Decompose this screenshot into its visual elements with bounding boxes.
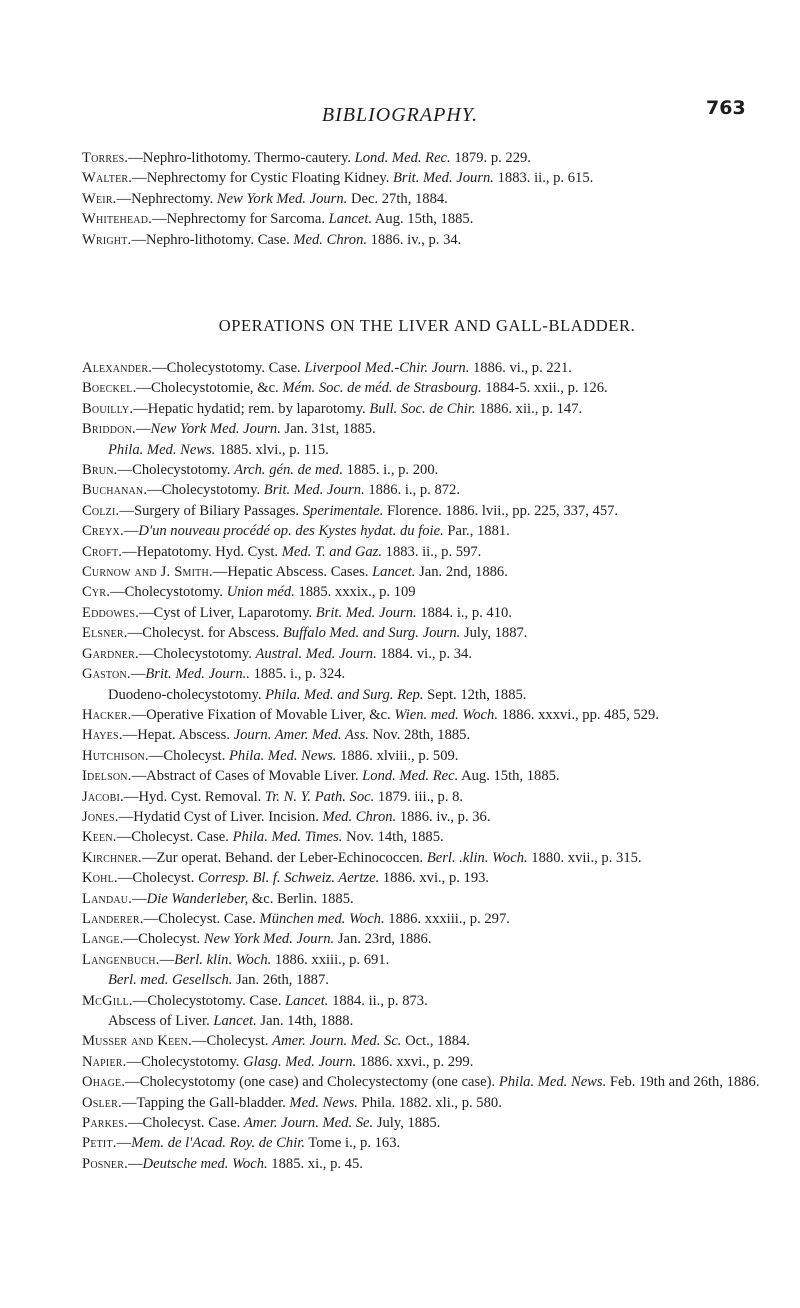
reference-entry xyxy=(82,827,772,847)
reference-text: —Cholecystotomy. xyxy=(117,462,235,479)
citation-detail: Dec. 27th, 1884. xyxy=(347,190,448,207)
reference-entry xyxy=(82,358,772,378)
citation-detail: Jan. 26th, 1887. xyxy=(232,972,329,989)
journal-title: Berl. .klin. Woch. xyxy=(426,849,528,866)
author-name: Kohl. xyxy=(82,870,118,887)
citation-detail: 1886. xlviii., p. 509. xyxy=(336,747,459,764)
author-name: Petit. xyxy=(82,1135,117,1152)
reference-text: —Nephrectomy. xyxy=(116,190,217,207)
reference-text: —Abstract of Cases of Movable Liver. xyxy=(131,768,363,785)
citation-detail: Aug. 15th, 1885. xyxy=(458,768,560,785)
journal-title: Arch. gén. de med. xyxy=(234,462,343,479)
reference-text: —Hepatic Abscess. Cases. xyxy=(212,564,373,581)
reference-entry xyxy=(82,230,772,250)
journal-title: Berl. klin. Woch. xyxy=(174,951,272,968)
citation-detail: 1884. i., p. 410. xyxy=(416,604,512,621)
reference-text: —Hepatotomy. Hyd. Cyst. xyxy=(122,543,282,560)
author-name: Langenbuch. xyxy=(82,951,160,968)
citation-detail: Tome i., p. 163. xyxy=(304,1135,401,1152)
journal-title: Phila. Med. News. xyxy=(229,747,337,764)
citation-detail: Oct., 1884. xyxy=(401,1033,470,1050)
reference-entry xyxy=(82,705,772,725)
journal-title: Sperimentale. xyxy=(302,502,384,519)
reference-entry xyxy=(82,1133,772,1153)
citation-detail: 1883. ii., p. 615. xyxy=(493,170,594,187)
author-name: Croft. xyxy=(82,543,123,560)
reference-entry xyxy=(82,148,772,168)
journal-title: D'un nouveau procédé op. des Kystes hydat. du foie. xyxy=(138,523,444,540)
journal-title: Corresp. Bl. f. Schweiz. Aertze. xyxy=(198,870,380,887)
author-name: Torres. xyxy=(82,150,129,166)
running-head: BIBLIOGRAPHY. xyxy=(321,104,479,126)
reference-text: — xyxy=(123,523,139,540)
author-name: Hacker. xyxy=(82,706,132,723)
journal-title: New York Med. Journ. xyxy=(216,190,348,207)
reference-entry xyxy=(82,542,772,562)
author-name: Landau. xyxy=(82,890,133,907)
author-name: Wright. xyxy=(82,231,132,248)
author-name: Whitehead. xyxy=(82,211,152,228)
citation-detail: 1886. xii., p. 147. xyxy=(475,400,583,417)
journal-title: Wien. med. Woch. xyxy=(394,706,498,723)
author-name: Buchanan. xyxy=(82,482,148,499)
reference-entry xyxy=(82,929,772,949)
citation-detail: 1885. i., p. 200. xyxy=(343,462,439,479)
citation-detail: 1885. xxxix., p. 109 xyxy=(294,584,416,601)
reference-text: —Cyst of Liver, Laparotomy. xyxy=(138,604,316,621)
author-name: Bouilly. xyxy=(82,400,134,417)
reference-entry xyxy=(82,1113,772,1133)
reference-text: —Cholecyst. xyxy=(117,870,199,887)
reference-text: —Operative Fixation of Movable Liver, &c. xyxy=(131,706,395,723)
author-name: Kirchner. xyxy=(82,849,142,866)
reference-text: —Cholecystotomy. xyxy=(110,584,227,601)
citation-detail: 1886. vi., p. 221. xyxy=(469,360,572,376)
reference-entry xyxy=(82,189,772,209)
citation-detail: 1885. xlvi., p. 115. xyxy=(215,441,329,458)
reference-text: —Cholecystotomy. Case. xyxy=(152,360,305,376)
reference-entry xyxy=(82,889,772,909)
journal-title: Liverpool Med.-Chir. Journ. xyxy=(304,360,470,376)
journal-title: Tr. N. Y. Path. Soc. xyxy=(264,788,375,805)
reference-entry xyxy=(82,562,772,582)
journal-title: Mem. de l'Acad. Roy. de Chir. xyxy=(131,1135,305,1152)
reference-entry xyxy=(82,746,772,766)
author-name: Jones. xyxy=(82,808,119,825)
reference-entry xyxy=(82,501,772,521)
journal-title: Med. Chron. xyxy=(322,808,397,825)
citation-detail: 1884. vi., p. 34. xyxy=(376,645,472,662)
citation-detail: 1886. xxxvi., pp. 485, 529. xyxy=(497,706,659,723)
reference-text: —Nephro-lithotomy. Thermo-cautery. xyxy=(128,150,355,166)
reference-text: — xyxy=(159,951,175,968)
journal-title: Lancet. xyxy=(372,564,416,581)
reference-entry xyxy=(82,1154,772,1174)
author-name: Keen. xyxy=(82,829,117,846)
journal-title: Med. Chron. xyxy=(293,231,368,248)
reference-entry xyxy=(82,807,772,827)
reference-text: —Cholecyst. Case. xyxy=(116,829,233,846)
author-name: Curnow and J. Smith. xyxy=(82,564,213,581)
reference-entry xyxy=(82,909,772,929)
author-name: Boeckel. xyxy=(82,380,137,397)
journal-title: Union méd. xyxy=(226,584,295,601)
reference-text: —Cholecyst. xyxy=(148,747,230,764)
reference-text: —Tapping the Gall-bladder. xyxy=(121,1094,290,1111)
reference-entry xyxy=(82,378,772,398)
reference-entry xyxy=(82,991,772,1011)
reference-subentry xyxy=(82,685,772,705)
page-number: 763 xyxy=(706,97,746,119)
journal-title: Lond. Med. Rec. xyxy=(354,150,451,166)
citation-detail: July, 1885. xyxy=(373,1115,441,1132)
journal-title: Phila. Med. and Surg. Rep. xyxy=(265,686,424,703)
citation-detail: Jan. 14th, 1888. xyxy=(256,1013,354,1029)
citation-detail: Florence. 1886. lvii., pp. 225, 337, 457. xyxy=(383,502,619,519)
journal-title: Med. News. xyxy=(289,1094,358,1111)
reference-text: —Cholecystotomy. xyxy=(126,1053,244,1070)
reference-text: —Cholecystotomy. xyxy=(147,482,264,499)
reference-text: —Cholecyst. for Abscess. xyxy=(127,625,283,642)
journal-title: Deutsche med. Woch. xyxy=(142,1155,268,1172)
reference-entry xyxy=(82,1072,772,1092)
citation-detail: 1884. ii., p. 873. xyxy=(328,992,428,1009)
citation-detail: Nov. 14th, 1885. xyxy=(342,829,444,846)
citation-detail: 1886. iv., p. 36. xyxy=(396,808,491,825)
citation-detail: Jan. 31st, 1885. xyxy=(280,421,376,438)
reference-entry xyxy=(82,1031,772,1051)
author-name: Briddon. xyxy=(82,421,136,438)
journal-title: Lond. Med. Rec. xyxy=(362,768,459,785)
author-name: Hutchison. xyxy=(82,747,149,764)
reference-text: — xyxy=(130,666,146,683)
author-name: Osler. xyxy=(82,1094,122,1111)
author-name: Hayes. xyxy=(82,727,123,744)
journal-title: Berl. med. Gesellsch. xyxy=(108,972,233,989)
reference-text: —Hepatic hydatid; rem. by laparotomy. xyxy=(133,400,370,417)
author-name: Gaston. xyxy=(82,666,131,683)
citation-detail: Phila. 1882. xli., p. 580. xyxy=(357,1094,502,1111)
reference-entry xyxy=(82,399,772,419)
journal-title: Phila. Med. Times. xyxy=(232,829,343,846)
citation-detail: Nov. 28th, 1885. xyxy=(368,727,471,744)
reference-entry xyxy=(82,950,772,970)
reference-entry xyxy=(82,460,772,480)
reference-text: —Cholecyst. Case. xyxy=(127,1115,244,1132)
author-name: Jacobi. xyxy=(82,788,124,805)
author-name: Creyx. xyxy=(82,523,124,540)
reference-entry xyxy=(82,623,772,643)
citation-detail: Par., 1881. xyxy=(443,523,510,540)
author-name: Brun. xyxy=(82,462,118,479)
reference-entry xyxy=(82,868,772,888)
author-name: McGill. xyxy=(82,992,133,1009)
journal-title: Phila. Med. News. xyxy=(498,1074,607,1091)
author-name: Elsner. xyxy=(82,625,128,642)
reference-text: — xyxy=(116,1135,132,1152)
citation-detail: Jan. 2nd, 1886. xyxy=(415,564,508,581)
journal-title: Amer. Journ. Med. Se. xyxy=(243,1115,374,1132)
author-name: Parkes. xyxy=(82,1115,128,1132)
reference-entry xyxy=(82,480,772,500)
citation-detail: July, 1887. xyxy=(460,625,528,642)
journal-title: Med. T. and Gaz. xyxy=(281,543,382,560)
author-name: Gardner. xyxy=(82,645,139,662)
citation-detail: 1880. xvii., p. 315. xyxy=(527,849,642,866)
author-name: Idelson. xyxy=(82,768,132,785)
reference-text: —Hydatid Cyst of Liver. Incision. xyxy=(118,808,323,825)
author-name: Weir. xyxy=(82,190,117,207)
journal-title: Bull. Soc. de Chir. xyxy=(369,400,476,417)
citation-detail: 1886. xxiii., p. 691. xyxy=(271,951,390,968)
citation-detail: Jan. 23rd, 1886. xyxy=(334,931,432,948)
citation-detail: 1885. i., p. 324. xyxy=(249,666,346,683)
reference-text: —Cholecystotomy. xyxy=(138,645,256,662)
section-title: OPERATIONS ON THE LIVER AND GALL-BLADDER. xyxy=(218,316,636,335)
reference-text: —Cholecystotomy (one case) and Cholecystectomy (one case). xyxy=(125,1074,499,1091)
author-name: Colzi. xyxy=(82,502,120,519)
citation-detail: 1885. xi., p. 45. xyxy=(267,1155,363,1172)
journal-title: Brit. Med. Journ. xyxy=(315,604,417,621)
citation-detail: 1879. iii., p. 8. xyxy=(374,788,464,805)
journal-title: New York Med. Journ. xyxy=(203,931,335,948)
reference-entry xyxy=(82,664,772,684)
reference-entry xyxy=(82,209,772,229)
nephrectomy-references xyxy=(82,148,772,250)
journal-title: Lancet. xyxy=(213,1013,257,1029)
journal-title: Lancet. xyxy=(328,211,373,228)
journal-title: Die Wanderleber, xyxy=(146,890,249,907)
citation-detail: &c. Berlin. 1885. xyxy=(248,890,354,907)
citation-detail: 1886. xxvi., p. 299. xyxy=(356,1053,474,1070)
reference-entry xyxy=(82,725,772,745)
citation-detail: 1886. xvi., p. 193. xyxy=(379,870,490,887)
author-name: Eddowes. xyxy=(82,604,139,621)
citation-detail: 1886. xxxiii., p. 297. xyxy=(384,910,510,927)
citation-detail: 1879. p. 229. xyxy=(450,150,531,166)
author-name: Ohage. xyxy=(82,1074,126,1091)
author-name: Lange. xyxy=(82,931,124,948)
author-name: Posner. xyxy=(82,1155,128,1172)
reference-text: Abscess of Liver. xyxy=(108,1013,214,1029)
reference-subentry xyxy=(82,1011,772,1031)
reference-text: —Nephrectomy for Cystic Floating Kidney. xyxy=(132,170,394,187)
citation-detail: 1883. ii., p. 597. xyxy=(382,543,482,560)
journal-title: Mém. Soc. de méd. de Strasbourg. xyxy=(282,380,482,397)
reference-text: — xyxy=(127,1155,143,1172)
journal-title: Amer. Journ. Med. Sc. xyxy=(272,1033,402,1050)
reference-entry xyxy=(82,1052,772,1072)
reference-text: Duodeno-cholecystotomy. xyxy=(108,686,266,703)
journal-title: Brit. Med. Journ. xyxy=(393,170,494,187)
journal-title: Lancet. xyxy=(285,992,329,1009)
reference-subentry xyxy=(82,440,772,460)
author-name: Cyr. xyxy=(82,584,111,601)
reference-text: — xyxy=(135,421,151,438)
liver-gallbladder-references xyxy=(82,358,772,1174)
citation-detail: Aug. 15th, 1885. xyxy=(372,211,474,228)
reference-text: —Nephro-lithotomy. Case. xyxy=(131,231,294,248)
reference-entry xyxy=(82,419,772,439)
journal-title: München med. Woch. xyxy=(259,910,385,927)
reference-text: —Cholecyst. Case. xyxy=(143,910,260,927)
author-name: Walter. xyxy=(82,170,133,187)
reference-subentry xyxy=(82,970,772,990)
reference-entry xyxy=(82,168,772,188)
author-name: Musser and Keen. xyxy=(82,1033,192,1050)
journal-title: Buffalo Med. and Surg. Journ. xyxy=(282,625,461,642)
citation-detail: 1884-5. xxii., p. 126. xyxy=(481,380,608,397)
reference-entry xyxy=(82,766,772,786)
author-name: Alexander. xyxy=(82,360,153,376)
citation-detail: 1886. iv., p. 34. xyxy=(367,231,462,248)
journal-title: Brit. Med. Journ. xyxy=(263,482,365,499)
reference-text: —Cholecyst. xyxy=(123,931,204,948)
reference-entry xyxy=(82,603,772,623)
citation-detail: 1886. i., p. 872. xyxy=(364,482,460,499)
reference-text: —Zur operat. Behand. der Leber-Echinococcen. xyxy=(141,849,427,866)
journal-title: New York Med. Journ. xyxy=(150,421,281,438)
journal-title: Glasg. Med. Journ. xyxy=(243,1053,357,1070)
journal-title: Austral. Med. Journ. xyxy=(255,645,377,662)
journal-title: Phila. Med. News. xyxy=(108,441,216,458)
citation-detail: Feb. 19th and 26th, 1886. xyxy=(606,1074,760,1091)
reference-text: —Cholecystotomy. Case. xyxy=(132,992,286,1009)
author-name: Napier. xyxy=(82,1053,127,1070)
reference-entry xyxy=(82,787,772,807)
reference-text: —Cholecystotomie, &c. xyxy=(136,380,283,397)
journal-title: Journ. Amer. Med. Ass. xyxy=(233,727,369,744)
reference-entry xyxy=(82,521,772,541)
author-name: Landerer. xyxy=(82,910,144,927)
reference-text: —Nephrectomy for Sarcoma. xyxy=(151,211,329,228)
reference-text: —Cholecyst. xyxy=(191,1033,273,1050)
citation-detail: Sept. 12th, 1885. xyxy=(423,686,527,703)
reference-entry xyxy=(82,644,772,664)
reference-entry xyxy=(82,582,772,602)
reference-text: —Hyd. Cyst. Removal. xyxy=(123,788,265,805)
reference-text: —Surgery of Biliary Passages. xyxy=(119,502,303,519)
reference-entry xyxy=(82,848,772,868)
reference-text: —Hepat. Abscess. xyxy=(122,727,234,744)
journal-title: Brit. Med. Journ.. xyxy=(145,666,250,683)
reference-entry xyxy=(82,1093,772,1113)
reference-text: — xyxy=(132,890,147,907)
